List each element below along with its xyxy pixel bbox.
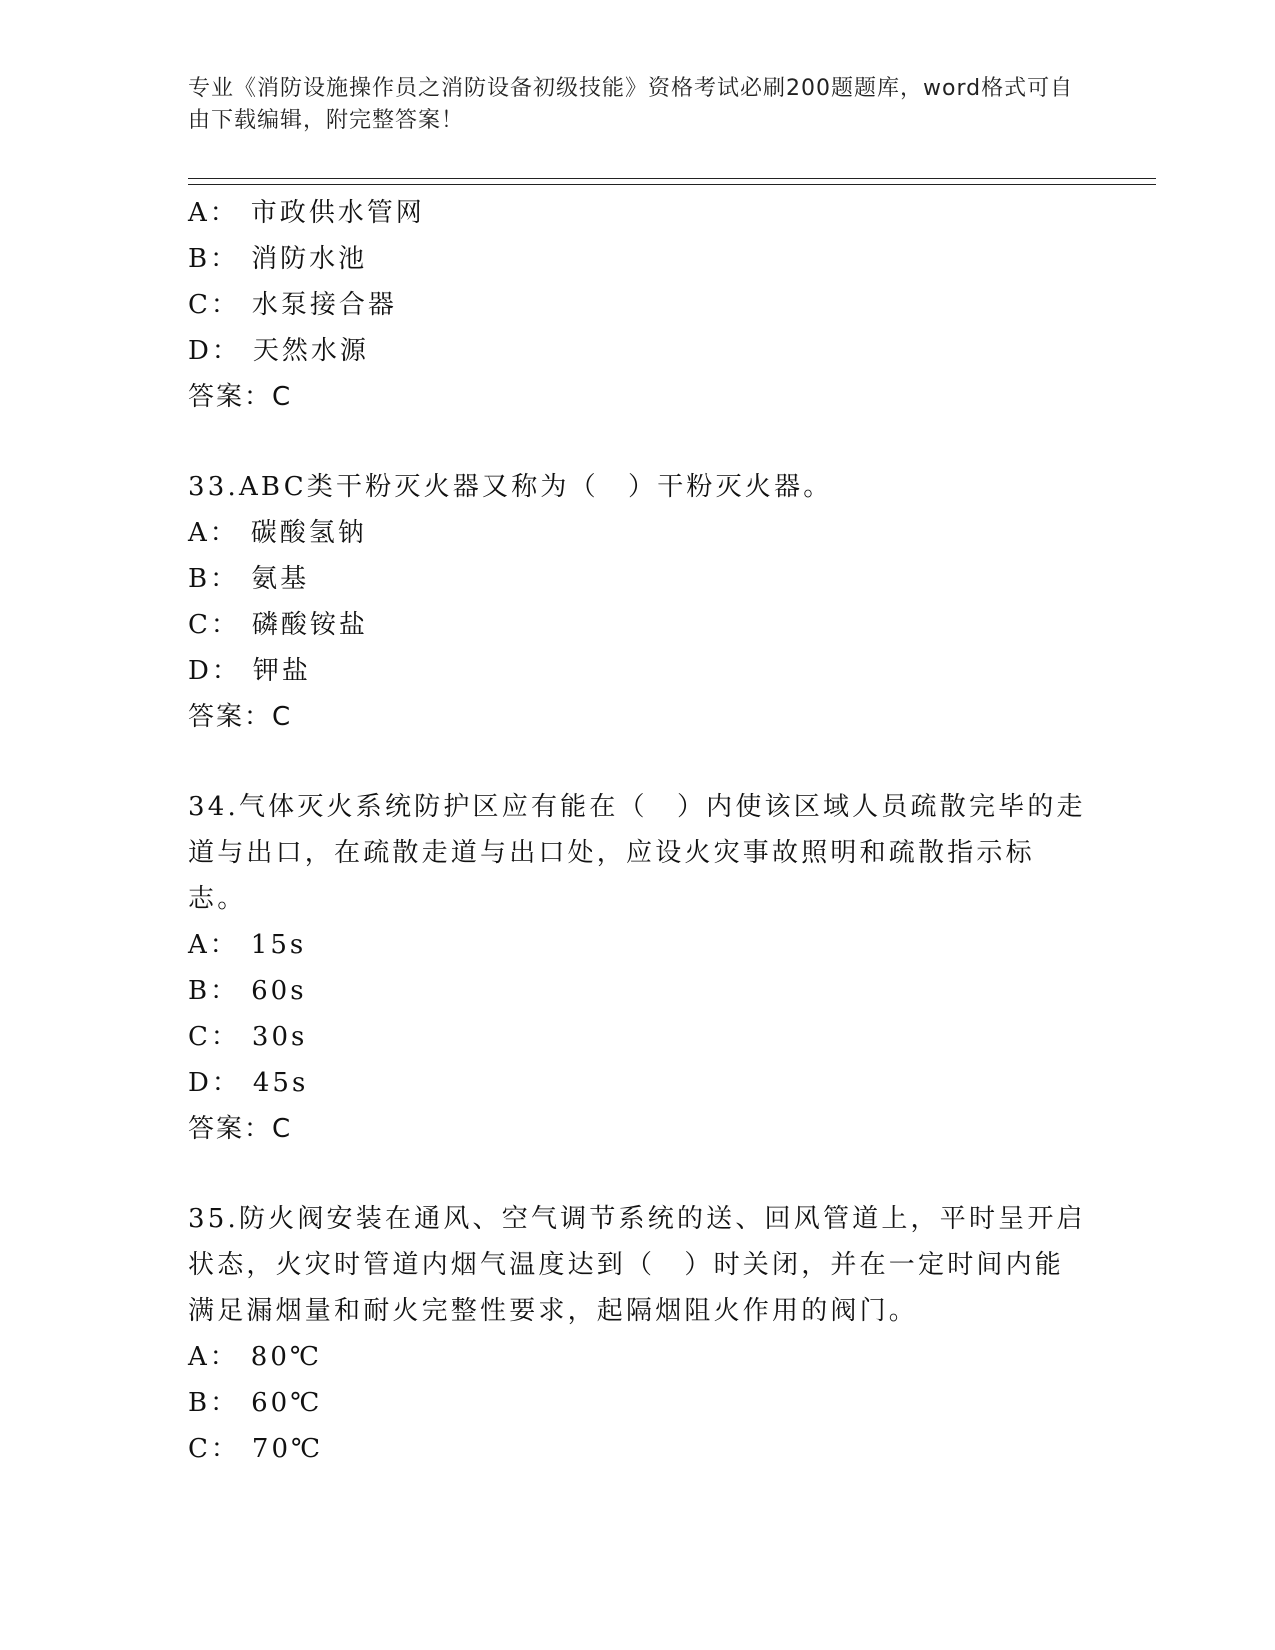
option-letter: B (188, 1388, 211, 1418)
question-35 (188, 1196, 1088, 1472)
option-separator: ： (209, 930, 239, 960)
question-34 (188, 784, 1088, 1152)
option-text: 钾盐 (252, 656, 311, 686)
option-separator: ： (211, 1068, 241, 1098)
option-letter: A (188, 198, 210, 228)
option-separator: ： (209, 198, 239, 228)
option-separator: ： (209, 518, 239, 548)
option-d (188, 648, 1088, 694)
page-header: 专业《消防设施操作员之消防设备初级技能》资格考试必刷200题题库，word格式可自由下载编辑，附完整答案！ (188, 76, 1074, 133)
option-letter: B (188, 976, 211, 1006)
option-letter: C (188, 610, 211, 640)
option-letter: D (188, 656, 212, 686)
option-text: 消防水池 (251, 244, 368, 274)
option-text: 80℃ (250, 1342, 322, 1372)
answer-line: 答案：C (188, 382, 293, 412)
option-separator: ： (209, 1342, 239, 1372)
question-32-continued (188, 190, 1088, 420)
option-text: 磷酸铵盐 (251, 610, 368, 640)
option-b (188, 968, 1088, 1014)
option-separator: ： (210, 976, 240, 1006)
option-text: 70℃ (251, 1434, 324, 1464)
option-separator: ： (210, 1388, 240, 1418)
question-stem: 33.ABC类干粉灭火器又称为（ ）干粉灭火器。 (188, 472, 833, 502)
option-text: 天然水源 (252, 336, 369, 366)
option-letter: B (188, 564, 211, 594)
question-spacer (188, 740, 1088, 784)
option-letter: A (188, 930, 210, 960)
option-separator: ： (210, 1434, 240, 1464)
question-stem: 34.气体灭火系统防护区应有能在（ ）内使该区域人员疏散完毕的走道与出口，在疏散走道与出口处，应设火灾事故照明和疏散指示标志。 (188, 792, 1086, 914)
option-text: 市政供水管网 (250, 198, 425, 228)
option-a (188, 922, 1088, 968)
option-separator: ： (210, 290, 240, 320)
option-separator: ： (211, 336, 241, 366)
option-c (188, 1426, 1088, 1472)
option-letter: D (188, 1068, 212, 1098)
header-divider (188, 178, 1156, 185)
option-letter: A (188, 1342, 210, 1372)
option-text: 60s (251, 976, 307, 1006)
option-separator: ： (210, 564, 240, 594)
option-text: 15s (250, 930, 307, 960)
option-c (188, 1014, 1088, 1060)
option-text: 60℃ (251, 1388, 323, 1418)
option-b (188, 1380, 1088, 1426)
option-letter: C (188, 290, 211, 320)
answer-line: 答案：C (188, 702, 293, 732)
option-letter: D (188, 336, 212, 366)
option-text: 碳酸氢钠 (250, 518, 367, 548)
option-c (188, 282, 1088, 328)
option-d (188, 328, 1088, 374)
answer-line: 答案：C (188, 1114, 293, 1144)
option-a (188, 510, 1088, 556)
option-a (188, 1334, 1088, 1380)
option-letter: C (188, 1434, 211, 1464)
option-text: 30s (251, 1022, 308, 1052)
option-text: 氨基 (251, 564, 310, 594)
option-c (188, 602, 1088, 648)
option-text: 45s (252, 1068, 309, 1098)
option-letter: B (188, 244, 211, 274)
question-spacer (188, 1152, 1088, 1196)
option-d (188, 1060, 1088, 1106)
question-list (188, 190, 1088, 1472)
option-letter: A (188, 518, 210, 548)
question-stem: 35.防火阀安装在通风、空气调节系统的送、回风管道上，平时呈开启状态，火灾时管道内烟气温度达到（ ）时关闭，并在一定时间内能满足漏烟量和耐火完整性要求，起隔烟阻火作用的阀门。 (188, 1204, 1086, 1326)
option-b (188, 556, 1088, 602)
option-separator: ： (210, 244, 240, 274)
question-33 (188, 464, 1088, 740)
option-letter: C (188, 1022, 211, 1052)
option-separator: ： (211, 656, 241, 686)
option-b (188, 236, 1088, 282)
option-separator: ： (210, 1022, 240, 1052)
question-spacer (188, 420, 1088, 464)
option-text: 水泵接合器 (251, 290, 397, 320)
option-a (188, 190, 1088, 236)
option-separator: ： (210, 610, 240, 640)
